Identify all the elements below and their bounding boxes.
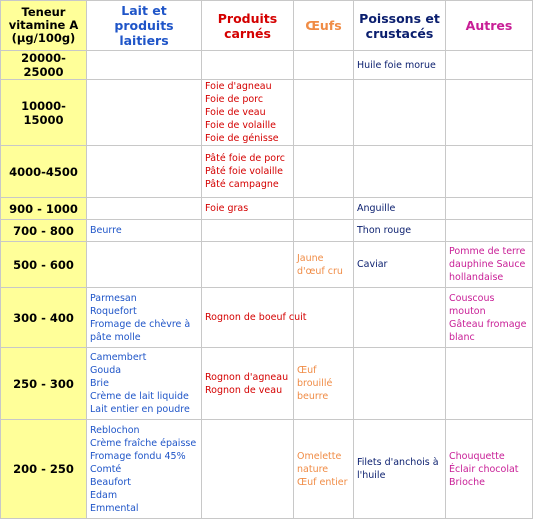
autres-cell bbox=[446, 51, 533, 80]
autres-cell bbox=[446, 242, 533, 288]
table-row bbox=[1, 51, 533, 80]
autres-cell bbox=[446, 348, 533, 420]
autres-cell bbox=[446, 220, 533, 242]
range-cell: 300 - 400 bbox=[1, 288, 87, 348]
food-item: Fromage fondu 45% bbox=[90, 450, 186, 462]
range-cell: 200 - 250 bbox=[1, 420, 87, 519]
poissons-cell bbox=[354, 198, 446, 220]
lait-cell bbox=[87, 146, 202, 198]
food-item: Brie bbox=[90, 378, 109, 389]
range-cell: 700 - 800 bbox=[1, 220, 87, 242]
lait-cell bbox=[87, 80, 202, 146]
oeufs-cell bbox=[294, 146, 354, 198]
header-lait: Lait et produits laitiers bbox=[87, 1, 202, 51]
poissons-cell bbox=[354, 288, 446, 348]
food-item: Foie de porc bbox=[205, 94, 264, 105]
poissons-cell bbox=[354, 420, 446, 519]
food-item: Rognon d'agneau bbox=[205, 371, 289, 383]
range-cell: 20000-25000 bbox=[1, 51, 87, 80]
header-teneur: Teneur vitamine A (µg/100g) bbox=[1, 1, 87, 51]
food-item: Pâté campagne bbox=[205, 179, 279, 190]
food-item: Fromage de chèvre à pâte molle bbox=[90, 318, 191, 343]
lait-cell bbox=[87, 51, 202, 80]
food-item: Thon rouge bbox=[357, 225, 412, 236]
food-item: Edam bbox=[90, 489, 118, 501]
carnes-cell bbox=[202, 242, 294, 288]
poissons-cell bbox=[354, 146, 446, 198]
table-row bbox=[1, 220, 533, 242]
lait-cell bbox=[87, 242, 202, 288]
food-item: Reblochon bbox=[90, 424, 140, 436]
autres-cell bbox=[446, 146, 533, 198]
food-item: Pomme de terre dauphine Sauce hollandaise bbox=[449, 246, 526, 283]
food-item: Pâté foie de porc bbox=[205, 153, 286, 164]
food-item: Camembert bbox=[90, 352, 147, 363]
food-item: Comté bbox=[90, 463, 122, 475]
poissons-cell bbox=[354, 348, 446, 420]
table-row bbox=[1, 288, 533, 348]
carnes-cell bbox=[202, 146, 294, 198]
food-item: Couscous mouton bbox=[449, 292, 495, 317]
table-row bbox=[1, 198, 533, 220]
oeufs-cell bbox=[294, 80, 354, 146]
food-item: Jaune d'œuf cru bbox=[297, 252, 343, 277]
oeufs-cell bbox=[294, 220, 354, 242]
food-item: Rognon de veau bbox=[205, 384, 283, 396]
food-item: Brioche bbox=[449, 476, 485, 488]
table-row bbox=[1, 242, 533, 288]
poissons-cell bbox=[354, 242, 446, 288]
food-item: Huile foie morue bbox=[357, 59, 436, 71]
carnes-cell bbox=[202, 198, 294, 220]
header-poissons: Poissons et crustacés bbox=[354, 1, 446, 51]
header-row bbox=[1, 1, 533, 51]
food-item: Filets d'anchois à l'huile bbox=[357, 457, 439, 481]
food-item: Rognon de boeuf cuit bbox=[205, 312, 307, 323]
carnes-cell bbox=[202, 80, 294, 146]
header-autres: Autres bbox=[446, 1, 533, 51]
carnes-cell bbox=[202, 288, 307, 348]
oeufs-cell bbox=[294, 51, 354, 80]
food-item: Caviar bbox=[357, 259, 388, 270]
food-item: Emmental bbox=[90, 502, 139, 514]
food-item: Foie gras bbox=[205, 203, 249, 214]
header-oeufs: Œufs bbox=[294, 1, 354, 51]
table-body bbox=[1, 51, 533, 519]
header-carnes: Produits carnés bbox=[202, 1, 294, 51]
food-item: Foie de génisse bbox=[205, 133, 279, 144]
food-item: Crème fraîche épaisse bbox=[90, 437, 197, 449]
food-item: Lait entier en poudre bbox=[90, 404, 190, 415]
lait-cell bbox=[87, 288, 202, 348]
food-item: Parmesan bbox=[90, 292, 137, 304]
autres-cell bbox=[446, 80, 533, 146]
food-item: Œuf brouillé beurre bbox=[297, 365, 333, 402]
food-item: Pâté foie volaille bbox=[205, 166, 284, 177]
oeufs-cell bbox=[294, 420, 354, 519]
table-row bbox=[1, 420, 533, 519]
food-item: Foie d'agneau bbox=[205, 81, 272, 92]
range-cell: 10000-15000 bbox=[1, 80, 87, 146]
food-item: Beurre bbox=[90, 225, 122, 236]
table-row bbox=[1, 348, 533, 420]
food-item: Gâteau fromage blanc bbox=[449, 318, 527, 343]
range-cell: 500 - 600 bbox=[1, 242, 87, 288]
food-item: Éclair chocolat bbox=[449, 463, 519, 475]
carnes-cell bbox=[202, 51, 294, 80]
food-item: Anguille bbox=[357, 203, 396, 214]
table-row bbox=[1, 80, 533, 146]
table-row bbox=[1, 146, 533, 198]
autres-cell bbox=[446, 420, 533, 519]
autres-cell bbox=[446, 288, 533, 348]
poissons-cell bbox=[354, 51, 446, 80]
poissons-cell bbox=[354, 220, 446, 242]
lait-cell bbox=[87, 348, 202, 420]
food-item: Roquefort bbox=[90, 305, 137, 317]
range-cell: 4000-4500 bbox=[1, 146, 87, 198]
food-item: Beaufort bbox=[90, 476, 131, 488]
poissons-cell bbox=[354, 80, 446, 146]
lait-cell bbox=[87, 220, 202, 242]
food-item: Gouda bbox=[90, 365, 122, 376]
food-item: Foie de volaille bbox=[205, 120, 276, 131]
range-cell: 900 - 1000 bbox=[1, 198, 87, 220]
carnes-cell bbox=[202, 420, 294, 519]
autres-cell bbox=[446, 198, 533, 220]
oeufs-cell bbox=[294, 348, 354, 420]
food-item: Crème de lait liquide bbox=[90, 391, 189, 402]
food-item: Omelette nature bbox=[297, 450, 342, 475]
lait-cell bbox=[87, 198, 202, 220]
range-cell: 250 - 300 bbox=[1, 348, 87, 420]
food-item: Foie de veau bbox=[205, 107, 266, 118]
food-item: Chouquette bbox=[449, 450, 505, 462]
lait-cell bbox=[87, 420, 202, 519]
oeufs-cell bbox=[294, 198, 354, 220]
carnes-cell bbox=[202, 348, 294, 420]
carnes-cell bbox=[202, 220, 294, 242]
food-item: Œuf entier bbox=[297, 476, 348, 488]
oeufs-cell bbox=[294, 242, 354, 288]
